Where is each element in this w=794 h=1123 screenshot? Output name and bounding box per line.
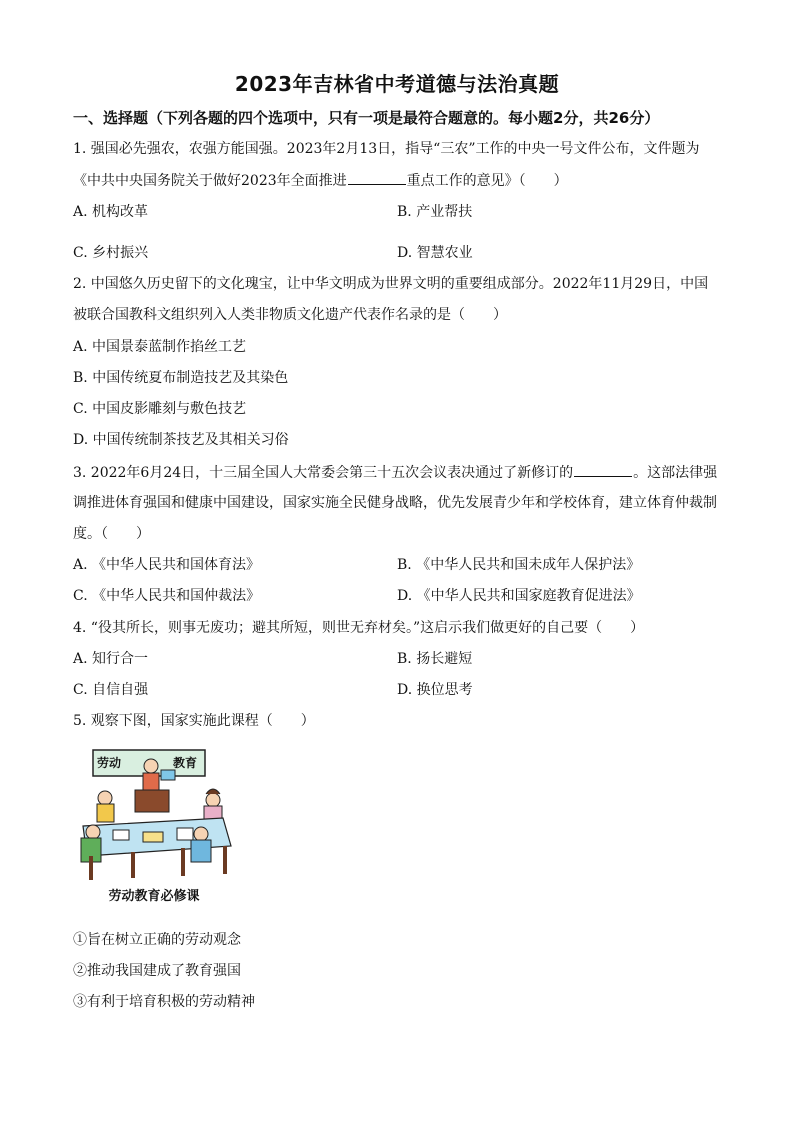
q2-option-d: D. 中国传统制茶技艺及其相关习俗: [73, 432, 289, 448]
q2-stem-line1: 2. 中国悠久历史留下的文化瑰宝，让中华文明成为世界文明的重要组成部分。2022年11月29日，中国: [73, 276, 709, 292]
q5-item-2: ②推动我国建成了教育强国: [73, 963, 241, 979]
student-head: [86, 825, 100, 839]
labor-education-illustration: [73, 748, 235, 908]
q1-stem-line2: [73, 170, 568, 191]
teacher-head: [144, 759, 158, 773]
student-body: [97, 804, 114, 822]
q1-option-c: C. 乡村振兴: [73, 245, 149, 261]
q1-stem-pre: 《中共中央国务院关于做好2023年全面推进: [73, 173, 347, 189]
q2-option-b: B. 中国传统夏布制造技艺及其染色: [73, 370, 289, 386]
q5-stem: 5. 观察下图，国家实施此课程（ ）: [73, 713, 315, 729]
board-label-left: 劳动: [97, 756, 122, 770]
q3-option-a: A. 《中华人民共和国体育法》: [73, 557, 261, 573]
paper: [143, 832, 163, 842]
q4-option-c: C. 自信自强: [73, 682, 149, 698]
q3-option-b: B. 《中华人民共和国未成年人保护法》: [397, 557, 641, 573]
q3-stem-line1: [73, 462, 717, 483]
q3-option-c: C. 《中华人民共和国仲裁法》: [73, 588, 261, 604]
q3-stem-line3: 度。（ ）: [73, 526, 150, 542]
q1-stem-post: 重点工作的意见》（ ）: [406, 173, 568, 189]
student-hair: [206, 789, 220, 794]
paper: [113, 830, 129, 840]
q3-blank: [574, 462, 632, 477]
student-head: [194, 827, 208, 841]
q3-option-d: D. 《中华人民共和国家庭教育促进法》: [397, 588, 641, 604]
q2-option-c: C. 中国皮影雕刻与敷色技艺: [73, 401, 247, 417]
q1-option-a: A. 机构改革: [73, 204, 149, 220]
q4-stem: 4. “役其所长，则事无废功；避其所短，则世无弃材矣。”这启示我们做更好的自己要（ ）: [73, 620, 645, 636]
figure-caption: 劳动教育必修课: [108, 889, 200, 904]
q4-option-b: B. 扬长避短: [397, 651, 473, 667]
teacher-body: [143, 773, 159, 791]
q1-option-d: D. 智慧农业: [397, 245, 473, 261]
classroom-illustration: [73, 748, 235, 883]
q3-stem-post: 。这部法律强: [633, 465, 718, 481]
section-heading: 一、选择题（下列各题的四个选项中，只有一项是最符合题意的。每小题2分，共26分）: [73, 109, 660, 127]
podium: [135, 790, 169, 812]
q5-item-3: ③有利于培育积极的劳动精神: [73, 994, 255, 1010]
q3-stem-pre: 3. 2022年6月24日，十三届全国人大常委会第三十五次会议表决通过了新修订的: [73, 465, 574, 481]
q5-item-1: ①旨在树立正确的劳动观念: [73, 932, 241, 948]
teacher-book: [161, 770, 175, 780]
q1-blank: [348, 170, 406, 185]
q4-option-d: D. 换位思考: [397, 682, 473, 698]
q2-stem-line2: 被联合国教科文组织列入人类非物质文化遗产代表作名录的是（ ）: [73, 307, 507, 323]
q1-stem-line1: 1. 强国必先强农，农强方能国强。2023年2月13日，指导“三农”工作的中央一号文件公布，文件题为: [73, 141, 700, 157]
q1-option-b: B. 产业帮扶: [397, 204, 473, 220]
board-label-right: 教育: [173, 756, 198, 770]
q3-stem-line2: 调推进体育强国和健康中国建设，国家实施全民健身战略，优先发展青少年和学校体育，建立体育仲裁制: [73, 495, 717, 511]
q4-option-a: A. 知行合一: [73, 651, 149, 667]
student-head: [98, 791, 112, 805]
q2-option-a: A. 中国景泰蓝制作掐丝工艺: [73, 339, 247, 355]
page-title: 2023年吉林省中考道德与法治真题: [234, 72, 560, 96]
student-body: [191, 840, 211, 862]
student-head: [206, 793, 220, 807]
paper: [177, 828, 193, 840]
